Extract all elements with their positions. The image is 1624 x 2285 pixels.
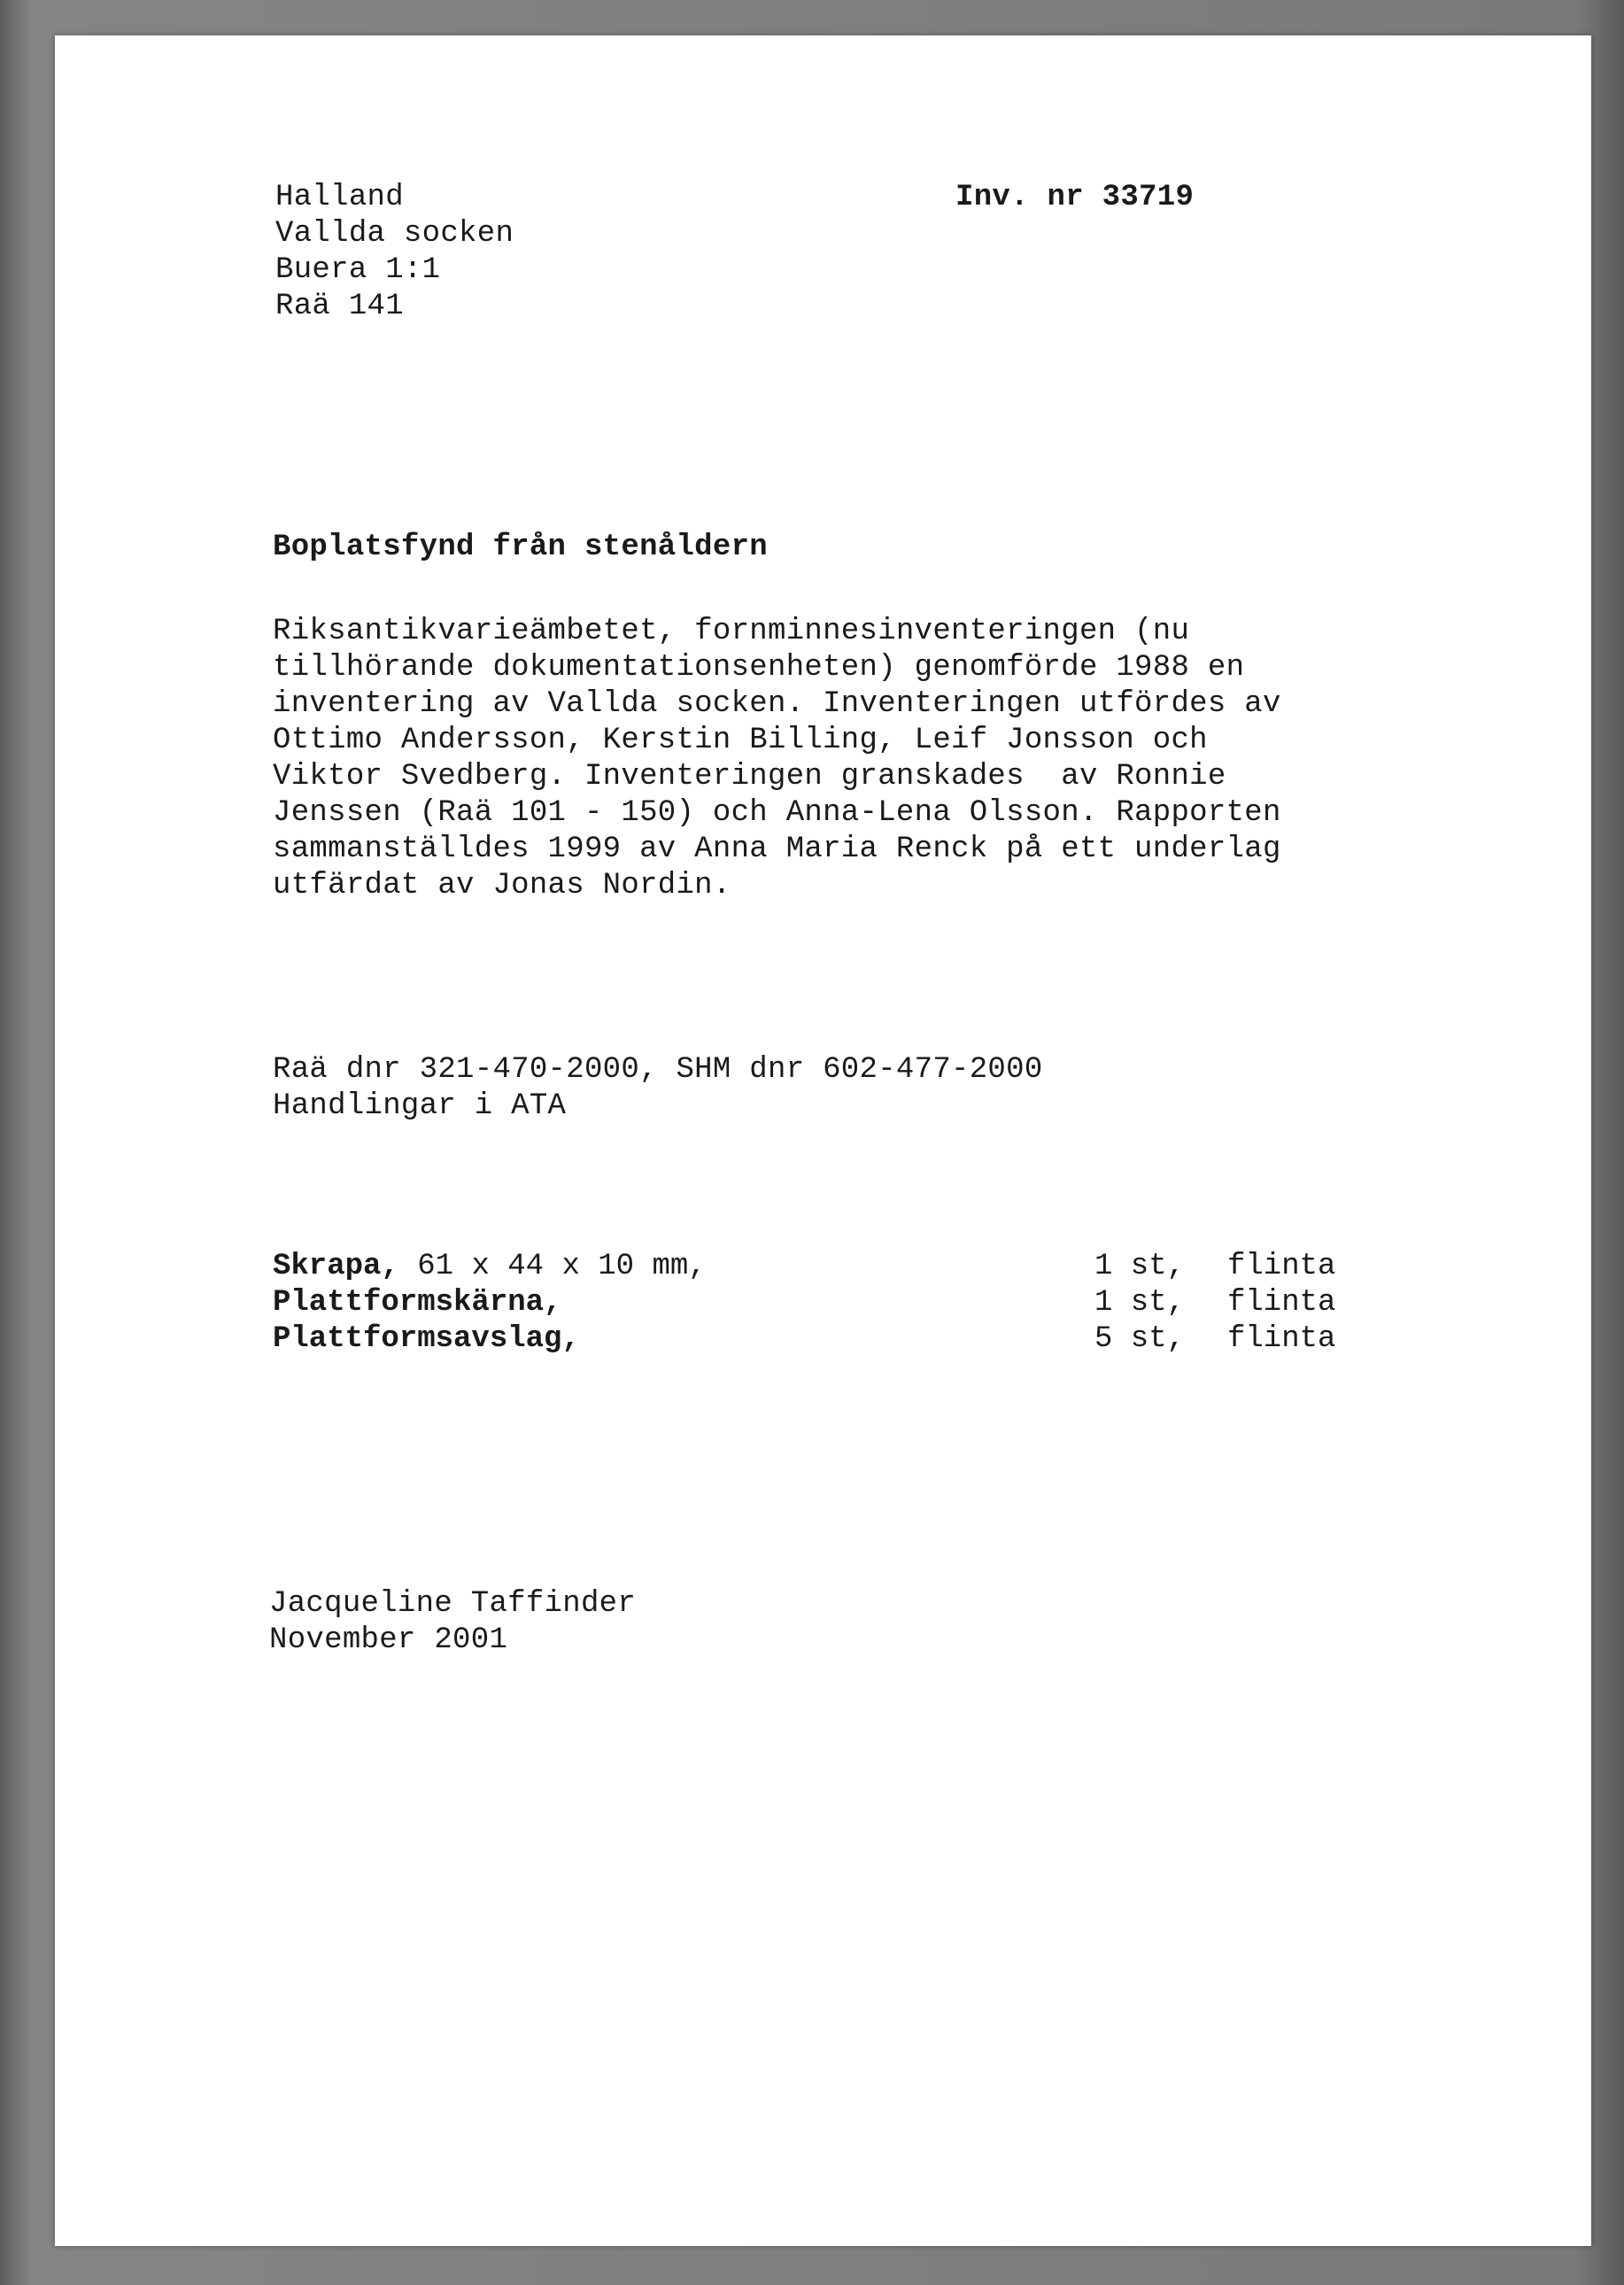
body-line: Ottimo Andersson, Kerstin Billing, Leif Jonsson och: [273, 724, 1208, 757]
signature-date: November 2001: [269, 1623, 508, 1657]
finds-list: [273, 1249, 1406, 1358]
signature-name: Jacqueline Taffinder: [269, 1587, 637, 1621]
header-line: Buera 1:1: [275, 253, 441, 287]
signature-block: [269, 1586, 636, 1659]
find-quantity: 1 st,: [1094, 1250, 1186, 1283]
find-row: [273, 1285, 1406, 1321]
find-material: flinta: [1227, 1322, 1336, 1356]
find-label: [273, 1285, 561, 1321]
find-name: Plattformskärna,: [273, 1286, 562, 1320]
header-line: Vallda socken: [275, 217, 514, 251]
header-line: Halland: [275, 181, 404, 214]
body-line: Viktor Svedberg. Inventeringen granskades av Ronnie: [273, 760, 1226, 794]
find-quantity: 1 st,: [1094, 1286, 1186, 1320]
find-name: Plattformsavslag,: [273, 1322, 580, 1356]
document-title: Boplatsfynd från stenåldern: [273, 531, 768, 564]
find-row: [273, 1249, 1406, 1285]
header-line: Raä 141: [275, 290, 404, 323]
find-label: [273, 1249, 707, 1285]
find-label: [273, 1321, 580, 1358]
find-material: flinta: [1227, 1250, 1336, 1283]
body-paragraph: [273, 614, 1281, 904]
location-header: [275, 180, 514, 325]
body-line: sammanställdes 1999 av Anna Maria Renck på ett underlag: [273, 833, 1281, 866]
references: [273, 1052, 1043, 1125]
body-line: Jenssen (Raä 101 - 150) och Anna-Lena Olsson. Rapporten: [273, 796, 1281, 830]
inventory-number: Inv. nr 33719: [955, 181, 1195, 214]
body-line: tillhörande dokumentationsenheten) genomförde 1988 en: [273, 651, 1245, 685]
body-line: utfärdat av Jonas Nordin.: [273, 869, 731, 902]
find-name: Skrapa,: [273, 1250, 399, 1283]
body-line: Riksantikvarieämbetet, fornminnesinventeringen (nu: [273, 615, 1190, 648]
find-row: [273, 1321, 1406, 1358]
find-quantity: 5 st,: [1094, 1322, 1186, 1356]
reference-line: Handlingar i ATA: [273, 1089, 567, 1123]
document-page: [55, 35, 1591, 2246]
find-material: flinta: [1227, 1286, 1336, 1320]
find-detail: 61 x 44 x 10 mm,: [398, 1250, 707, 1283]
reference-line: Raä dnr 321-470-2000, SHM dnr 602-477-2000: [273, 1053, 1043, 1087]
body-line: inventering av Vallda socken. Inventeringen utfördes av: [273, 687, 1281, 721]
